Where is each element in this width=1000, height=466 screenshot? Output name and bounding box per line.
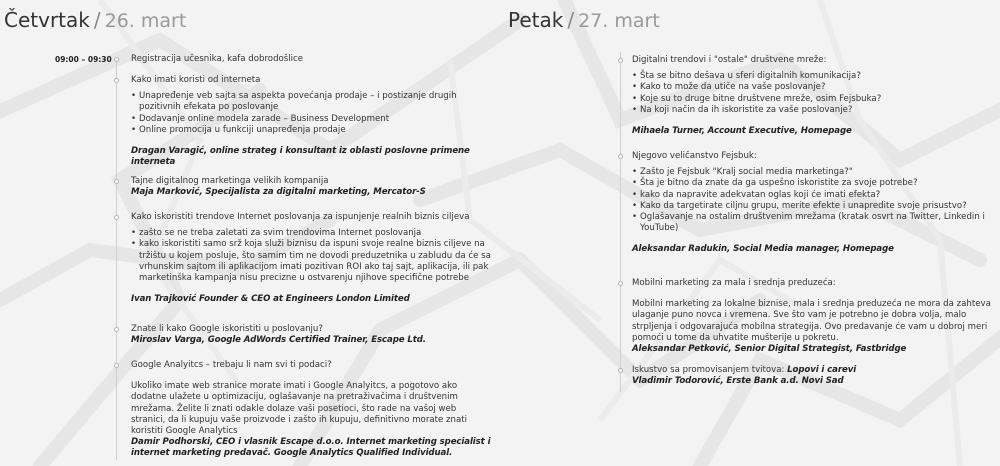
bullet-item: • Online promocija u funkciji unapređenja prodaje bbox=[131, 125, 493, 136]
session-title: Kako imati koristi od interneta bbox=[131, 75, 261, 85]
bullet-item: • Šta se bitno dešava u sferi digitalnih komunikacija? bbox=[632, 71, 996, 82]
timeline-line bbox=[116, 60, 117, 460]
session-title: Kako iskoristiti trendove Internet poslovanja za ispunjenje realnih biznis ciljeva bbox=[131, 212, 470, 222]
bullet-item: • kako da napravite adekvatan oglas koji će imati efekta? bbox=[632, 190, 1000, 201]
bullet-item: • Kako to može da utiče na vaše poslovanje? bbox=[632, 82, 996, 93]
session-item bbox=[131, 54, 491, 65]
session-title: Registracija učesnika, kafa dobrodošlice bbox=[131, 54, 304, 64]
timeline-dot bbox=[618, 154, 623, 159]
day-date: 26. mart bbox=[104, 10, 187, 32]
session-item bbox=[632, 55, 996, 137]
bullet-item: • Šta je bitno da znate da ga uspešno iskoristite za svoje potrebe? bbox=[632, 178, 1000, 189]
session-bullets bbox=[632, 71, 996, 116]
bullet-item: • kako iskoristiti samo srž koja služi biznisu da ispuni svoje realne biznis ciljeve na tržištu u kojem posluje, što samim tim ne dovodi preduzetnika u zabludu da će sa vrhunskim sajtom ili aplikacijom imati pozitivan ROI ako taj sajt, aplikacija, ili pak marketinška kampanja nisu precizne u ostvarenju njihove specifične potrebe bbox=[131, 239, 493, 284]
session-speaker: Vladimir Todorović, Erste Bank a.d. Novi Sad bbox=[632, 376, 844, 387]
bullet-item: • Unapređenje veb sajta sa aspekta povećanja prodaje – i postizanje drugih pozitivnih efekata po poslovanje bbox=[131, 91, 493, 113]
bullet-item: • Zašto je Fejsbuk "Kralj social media marketinga?" bbox=[632, 167, 1000, 178]
bullet-item: • Oglašavanje na ostalim društvenim mrežama (kratak osvrt na Twitter, Linkedin i YouTube) bbox=[632, 212, 1000, 234]
session-speaker: Maja Marković, Specijalista za digitalni marketing, Mercator-S bbox=[131, 187, 426, 198]
session-item bbox=[131, 75, 493, 168]
session-speaker: Damir Podhorski, CEO i vlasnik Escape d.o.o. Internet marketing specialist i internet marketing predavač. Google Analytics Qualified Individual. bbox=[131, 437, 491, 459]
session-item bbox=[632, 278, 1000, 355]
day-name: Četvrtak bbox=[4, 8, 90, 32]
session-title bbox=[632, 365, 1000, 376]
session-time: 09:00 – 09:30 bbox=[55, 55, 112, 64]
session-speaker: Dragan Varagić, online strateg i konsultant iz oblasti poslovne primene interneta bbox=[131, 146, 470, 168]
timeline-dot bbox=[114, 57, 119, 62]
bullet-item: • Dodavanje online modela zarade – Business Development bbox=[131, 114, 493, 125]
timeline-dot bbox=[114, 363, 119, 368]
bullet-item: • Kako da targetirate ciljnu grupu, merite efekte i unapredite svoje prisustvo? bbox=[632, 201, 1000, 212]
bullet-item: • zašto se ne treba zaletati za svim trendovima Internet poslovanja bbox=[131, 228, 493, 239]
session-title: Mobilni marketing za mala i srednja preduzeća: bbox=[632, 278, 836, 288]
session-item bbox=[632, 151, 1000, 256]
session-speaker: Aleksandar Radukin, Social Media manager, Homepage bbox=[632, 244, 894, 255]
session-item bbox=[131, 324, 493, 346]
timeline-dot bbox=[114, 215, 119, 220]
thursday-heading bbox=[4, 8, 186, 32]
timeline-dot bbox=[114, 78, 119, 83]
session-title-emphasis: Lopovi i carevi bbox=[787, 365, 857, 375]
session-speaker: Mihaela Turner, Account Executive, Homepage bbox=[632, 126, 852, 137]
session-bullets bbox=[131, 91, 493, 136]
friday-heading bbox=[508, 8, 660, 32]
timeline-dot bbox=[618, 281, 623, 286]
session-title: Znate li kako Google iskoristiti u poslovanju? bbox=[131, 324, 323, 334]
session-bullets bbox=[632, 167, 1000, 234]
session-description: Ukoliko imate web stranice morate imati i Google Analyitcs, a pogotovo ako dodatne ulažete u optimizaciju, oglašavanje na pretraživačima i društvenim mrežama. Želite li znati odakle dolaze vaši posetioci, što rade na vašoj web stranici, da li kupuju vaše proizvode i zašto ih kupuju, definitivno morate znati koristiti Google Analytics bbox=[131, 381, 467, 437]
timeline-line bbox=[620, 52, 621, 392]
heading-separator: / bbox=[567, 8, 575, 32]
bullet-item: • Na koji način da ih iskoristite za vaše poslovanje? bbox=[632, 105, 996, 116]
session-item bbox=[131, 360, 493, 460]
session-title: Tajne digitalnog marketinga velikih kompanija bbox=[131, 176, 329, 186]
timeline-dot bbox=[114, 327, 119, 332]
timeline-dot bbox=[114, 179, 119, 184]
timeline-dot bbox=[618, 368, 623, 373]
session-bullets bbox=[131, 228, 493, 284]
session-item bbox=[131, 212, 493, 305]
session-title-text: Iskustvo sa promovisanjem tvitova: bbox=[632, 365, 788, 375]
bullet-item: • Koje su to druge bitne društvene mreže, osim Fejsbuka? bbox=[632, 94, 996, 105]
session-description: Mobilni marketing za lokalne biznise, mala i srednja preduzeća ne mora da zahteva ulaganje puno novca i vremena. Sve što vam je potrebno je dobra volja, malo strpljenja i odgovarajuća mobilna strategija. Ovo predavanje će vam u dobroj meri pomoći u tome da uhvatite mušterije u pokretu. bbox=[632, 299, 991, 343]
day-date: 27. mart bbox=[578, 10, 660, 32]
session-speaker: Miroslav Varga, Google AdWords Certified Trainer, Escape Ltd. bbox=[131, 335, 426, 346]
session-speaker: Ivan Trajković Founder & CEO at Engineers London Limited bbox=[131, 294, 410, 305]
session-item bbox=[131, 176, 493, 198]
timeline-dot bbox=[618, 58, 623, 63]
session-speaker: Aleksandar Petković, Senior Digital Strategist, Fastbridge bbox=[632, 344, 907, 355]
heading-separator: / bbox=[93, 8, 101, 32]
session-item bbox=[632, 365, 1000, 387]
day-name: Petak bbox=[508, 8, 564, 32]
session-title: Njegovo veličanstvo Fejsbuk: bbox=[632, 151, 757, 161]
session-title: Google Analyitcs – trebaju li nam svi ti podaci? bbox=[131, 360, 332, 370]
session-title: Digitalni trendovi i "ostale" društvene mreže: bbox=[632, 55, 827, 65]
